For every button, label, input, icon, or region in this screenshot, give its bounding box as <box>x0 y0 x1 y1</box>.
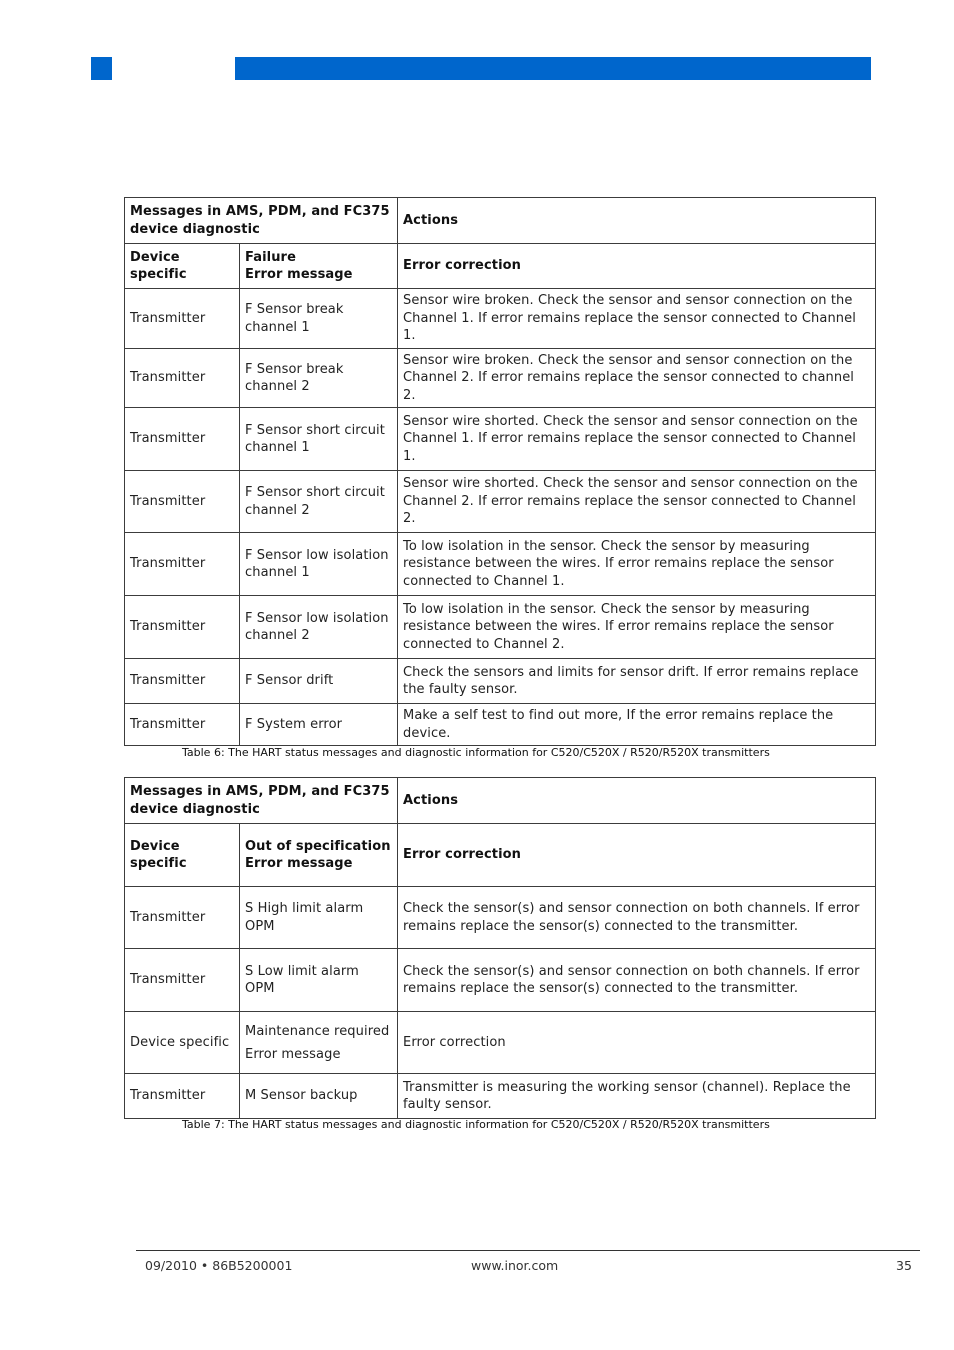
cell-action: Error correction <box>398 1012 876 1074</box>
table-header-row <box>125 198 876 244</box>
cell-device: Transmitter <box>125 349 240 408</box>
cell-action: Sensor wire broken. Check the sensor and sensor connection on the Channel 2. If error remains replace the sensor connected to channel 2. <box>398 349 876 408</box>
hart-specification-table <box>124 777 876 1119</box>
footer-rule <box>136 1250 920 1251</box>
table-row <box>125 349 876 408</box>
table-row <box>125 471 876 533</box>
page-number: 35 <box>896 1258 912 1273</box>
table-row <box>125 289 876 349</box>
subheader-message: Failure Error message <box>240 244 398 289</box>
header-actions: Actions <box>398 198 876 244</box>
cell-device: Transmitter <box>125 408 240 471</box>
cell-action: Check the sensor(s) and sensor connection on both channels. If error remains replace the sensor(s) connected to the transmitter. <box>398 949 876 1012</box>
cell-message: F Sensor break channel 1 <box>240 289 398 349</box>
cell-action: Check the sensors and limits for sensor drift. If error remains replace the faulty sensor. <box>398 659 876 704</box>
cell-action: Transmitter is measuring the working sensor (channel). Replace the faulty sensor. <box>398 1074 876 1119</box>
header-messages: Messages in AMS, PDM, and FC375 device diagnostic <box>125 778 398 824</box>
cell-message: F Sensor short circuit channel 1 <box>240 408 398 471</box>
cell-action: To low isolation in the sensor. Check the sensor by measuring resistance between the wires. If error remains replace the sensor connected to Channel 2. <box>398 596 876 659</box>
cell-device: Transmitter <box>125 704 240 746</box>
cell-action: Sensor wire shorted. Check the sensor and sensor connection on the Channel 1. If error remains replace the sensor connected to Channel 1. <box>398 408 876 471</box>
cell-device: Transmitter <box>125 533 240 596</box>
footer-website-link[interactable]: www.inor.com <box>471 1258 559 1273</box>
header-accent-block <box>91 57 112 80</box>
cell-message: F Sensor break channel 2 <box>240 349 398 408</box>
cell-message: F System error <box>240 704 398 746</box>
cell-device: Transmitter <box>125 1074 240 1119</box>
table-6-caption: Table 6: The HART status messages and diagnostic information for C520/C520X / R520/R520X transmitters <box>182 746 770 759</box>
cell-message: F Sensor short circuit channel 2 <box>240 471 398 533</box>
table-subheader-row <box>125 244 876 289</box>
cell-message: S Low limit alarm OPM <box>240 949 398 1012</box>
cell-device: Transmitter <box>125 949 240 1012</box>
cell-action: Make a self test to find out more, If the error remains replace the device. <box>398 704 876 746</box>
cell-message: Maintenance required Error message <box>240 1012 398 1074</box>
table-row <box>125 949 876 1012</box>
cell-message: F Sensor drift <box>240 659 398 704</box>
cell-device: Transmitter <box>125 659 240 704</box>
table-row <box>125 704 876 746</box>
cell-message: F Sensor low isolation channel 1 <box>240 533 398 596</box>
header-actions: Actions <box>398 778 876 824</box>
table-row <box>125 408 876 471</box>
table-subheader-row <box>125 824 876 887</box>
cell-action: To low isolation in the sensor. Check the sensor by measuring resistance between the wires. If error remains replace the sensor connected to Channel 1. <box>398 533 876 596</box>
table-row <box>125 1012 876 1074</box>
cell-message: S High limit alarm OPM <box>240 887 398 949</box>
header-messages: Messages in AMS, PDM, and FC375 device diagnostic <box>125 198 398 244</box>
subheader-correction: Error correction <box>398 244 876 289</box>
subheader-message: Out of specification Error message <box>240 824 398 887</box>
cell-device: Transmitter <box>125 289 240 349</box>
footer-doc-id: 09/2010 • 86B5200001 <box>145 1258 293 1273</box>
cell-message: F Sensor low isolation channel 2 <box>240 596 398 659</box>
header-accent-bar <box>235 57 871 80</box>
subheader-device: Device specific <box>125 824 240 887</box>
cell-device: Transmitter <box>125 887 240 949</box>
table-header-row <box>125 778 876 824</box>
hart-failure-table <box>124 197 876 746</box>
table-row <box>125 887 876 949</box>
cell-message: M Sensor backup <box>240 1074 398 1119</box>
table-row <box>125 659 876 704</box>
table-7-caption: Table 7: The HART status messages and diagnostic information for C520/C520X / R520/R520X transmitters <box>182 1118 770 1131</box>
cell-action: Sensor wire shorted. Check the sensor and sensor connection on the Channel 2. If error remains replace the sensor connected to Channel 2. <box>398 471 876 533</box>
cell-device: Transmitter <box>125 596 240 659</box>
table-row <box>125 533 876 596</box>
table-row <box>125 596 876 659</box>
cell-device: Device specific <box>125 1012 240 1074</box>
subheader-correction: Error correction <box>398 824 876 887</box>
table-row <box>125 1074 876 1119</box>
cell-device: Transmitter <box>125 471 240 533</box>
cell-action: Check the sensor(s) and sensor connection on both channels. If error remains replace the sensor(s) connected to the transmitter. <box>398 887 876 949</box>
cell-action: Sensor wire broken. Check the sensor and sensor connection on the Channel 1. If error remains replace the sensor connected to Channel 1. <box>398 289 876 349</box>
subheader-device: Device specific <box>125 244 240 289</box>
